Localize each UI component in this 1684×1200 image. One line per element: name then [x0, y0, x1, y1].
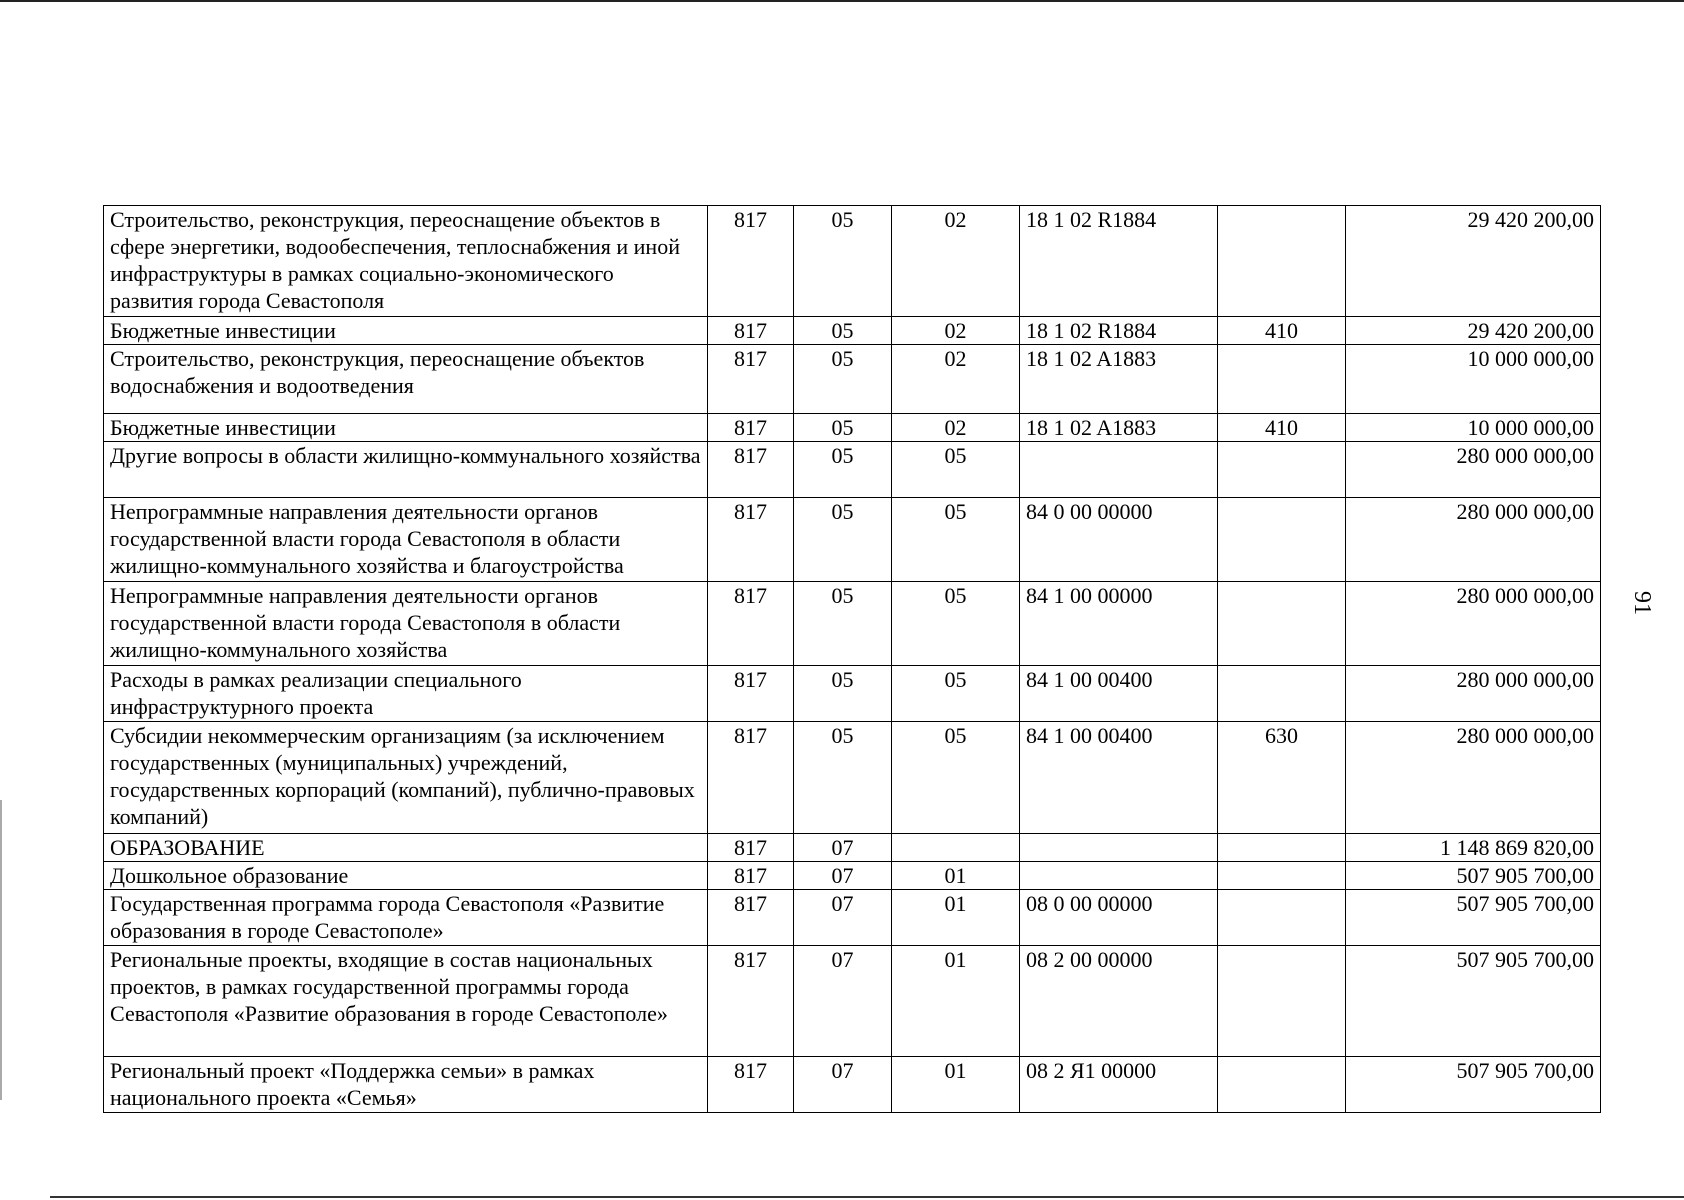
table-row: [104, 1057, 1601, 1113]
row-pr-cell: 02: [892, 206, 1020, 317]
table-row: [104, 582, 1601, 666]
row-pr-cell: 05: [892, 722, 1020, 834]
scan-border-bottom: [50, 1196, 1684, 1198]
row-ved-cell: 817: [708, 414, 794, 442]
row-pr-cell: 05: [892, 442, 1020, 498]
row-pr-cell: [892, 834, 1020, 862]
row-pr-cell: 02: [892, 317, 1020, 345]
row-pr-cell: 02: [892, 414, 1020, 442]
row-rz-cell: 05: [794, 206, 892, 317]
row-ved-cell: 817: [708, 722, 794, 834]
table-row: [104, 414, 1601, 442]
row-ved-cell: 817: [708, 834, 794, 862]
row-vr-cell: [1218, 442, 1346, 498]
row-rz-cell: 07: [794, 834, 892, 862]
row-name-cell: Непрограммные направления деятельности органов государственной власти города Севастополя в области жилищно-коммунального хозяйства: [104, 582, 708, 666]
row-name-cell: Строительство, реконструкция, переоснащение объектов в сфере энергетики, водообеспечения, теплоснабжения и иной инфраструктуры в рамках социально-экономического развития города Севастополя: [104, 206, 708, 317]
table-row: [104, 890, 1601, 946]
row-ved-cell: 817: [708, 498, 794, 582]
row-ved-cell: 817: [708, 862, 794, 890]
row-csr-cell: 84 0 00 00000: [1020, 498, 1218, 582]
row-csr-cell: [1020, 862, 1218, 890]
row-name-cell: Строительство, реконструкция, переоснащение объектов водоснабжения и водоотведения: [104, 345, 708, 414]
row-rz-cell: 07: [794, 862, 892, 890]
row-name-cell: Бюджетные инвестиции: [104, 317, 708, 345]
row-ved-cell: 817: [708, 666, 794, 722]
row-rz-cell: 05: [794, 442, 892, 498]
row-sum-cell: 29 420 200,00: [1346, 206, 1601, 317]
row-csr-cell: 18 1 02 A1883: [1020, 345, 1218, 414]
table-row: [104, 345, 1601, 414]
budget-table: [103, 205, 1601, 1113]
table-row: [104, 317, 1601, 345]
row-vr-cell: [1218, 862, 1346, 890]
row-ved-cell: 817: [708, 317, 794, 345]
table-row: [104, 834, 1601, 862]
table-row: [104, 946, 1601, 1057]
row-pr-cell: 01: [892, 890, 1020, 946]
row-csr-cell: 84 1 00 00000: [1020, 582, 1218, 666]
row-vr-cell: [1218, 206, 1346, 317]
row-vr-cell: [1218, 582, 1346, 666]
row-sum-cell: 280 000 000,00: [1346, 666, 1601, 722]
row-vr-cell: 410: [1218, 317, 1346, 345]
row-vr-cell: [1218, 345, 1346, 414]
row-rz-cell: 07: [794, 1057, 892, 1113]
row-pr-cell: 05: [892, 666, 1020, 722]
row-vr-cell: 410: [1218, 414, 1346, 442]
row-ved-cell: 817: [708, 442, 794, 498]
row-csr-cell: [1020, 442, 1218, 498]
row-ved-cell: 817: [708, 582, 794, 666]
row-ved-cell: 817: [708, 206, 794, 317]
row-csr-cell: 18 1 02 A1883: [1020, 414, 1218, 442]
row-sum-cell: 280 000 000,00: [1346, 582, 1601, 666]
row-name-cell: Дошкольное образование: [104, 862, 708, 890]
row-sum-cell: 507 905 700,00: [1346, 862, 1601, 890]
row-sum-cell: 280 000 000,00: [1346, 498, 1601, 582]
row-csr-cell: 18 1 02 R1884: [1020, 206, 1218, 317]
row-pr-cell: 01: [892, 862, 1020, 890]
row-name-cell: Непрограммные направления деятельности органов государственной власти города Севастополя в области жилищно-коммунального хозяйства и благоустройства: [104, 498, 708, 582]
row-name-cell: Региональный проект «Поддержка семьи» в рамках национального проекта «Семья»: [104, 1057, 708, 1113]
row-csr-cell: 84 1 00 00400: [1020, 722, 1218, 834]
row-pr-cell: 05: [892, 498, 1020, 582]
row-name-cell: Государственная программа города Севастополя «Развитие образования в городе Севастополе»: [104, 890, 708, 946]
table-row: [104, 862, 1601, 890]
row-pr-cell: 02: [892, 345, 1020, 414]
row-sum-cell: 10 000 000,00: [1346, 414, 1601, 442]
scan-border-left: [0, 800, 2, 1100]
row-sum-cell: 29 420 200,00: [1346, 317, 1601, 345]
row-vr-cell: 630: [1218, 722, 1346, 834]
table-row: [104, 722, 1601, 834]
row-csr-cell: 08 0 00 00000: [1020, 890, 1218, 946]
row-sum-cell: 280 000 000,00: [1346, 442, 1601, 498]
row-pr-cell: 01: [892, 1057, 1020, 1113]
table-row: [104, 498, 1601, 582]
row-rz-cell: 05: [794, 498, 892, 582]
row-csr-cell: [1020, 834, 1218, 862]
row-rz-cell: 07: [794, 946, 892, 1057]
row-rz-cell: 05: [794, 722, 892, 834]
row-ved-cell: 817: [708, 946, 794, 1057]
row-vr-cell: [1218, 890, 1346, 946]
row-vr-cell: [1218, 834, 1346, 862]
row-sum-cell: 507 905 700,00: [1346, 890, 1601, 946]
row-ved-cell: 817: [708, 890, 794, 946]
row-rz-cell: 05: [794, 317, 892, 345]
row-sum-cell: 507 905 700,00: [1346, 946, 1601, 1057]
row-vr-cell: [1218, 1057, 1346, 1113]
row-ved-cell: 817: [708, 1057, 794, 1113]
row-csr-cell: 08 2 Я1 00000: [1020, 1057, 1218, 1113]
row-rz-cell: 05: [794, 345, 892, 414]
row-vr-cell: [1218, 666, 1346, 722]
row-ved-cell: 817: [708, 345, 794, 414]
row-name-cell: Субсидии некоммерческим организациям (за исключением государственных (муниципальных) учреждений, государственных корпораций (компаний), публично-правовых компаний): [104, 722, 708, 834]
row-pr-cell: 01: [892, 946, 1020, 1057]
row-name-cell: Региональные проекты, входящие в состав национальных проектов, в рамках государственной программы города Севастополя «Развитие образования в городе Севастополе»: [104, 946, 708, 1057]
row-name-cell: Расходы в рамках реализации специального инфраструктурного проекта: [104, 666, 708, 722]
scan-border-top: [0, 0, 1684, 2]
row-rz-cell: 05: [794, 414, 892, 442]
row-csr-cell: 18 1 02 R1884: [1020, 317, 1218, 345]
row-name-cell: ОБРАЗОВАНИЕ: [104, 834, 708, 862]
row-sum-cell: 1 148 869 820,00: [1346, 834, 1601, 862]
row-sum-cell: 280 000 000,00: [1346, 722, 1601, 834]
row-csr-cell: 84 1 00 00400: [1020, 666, 1218, 722]
row-vr-cell: [1218, 498, 1346, 582]
row-rz-cell: 05: [794, 582, 892, 666]
row-pr-cell: 05: [892, 582, 1020, 666]
row-name-cell: Бюджетные инвестиции: [104, 414, 708, 442]
row-sum-cell: 10 000 000,00: [1346, 345, 1601, 414]
row-vr-cell: [1218, 946, 1346, 1057]
page-number: 91: [1629, 591, 1655, 615]
row-rz-cell: 05: [794, 666, 892, 722]
table-row: [104, 442, 1601, 498]
table-row: [104, 206, 1601, 317]
row-rz-cell: 07: [794, 890, 892, 946]
row-name-cell: Другие вопросы в области жилищно-коммунального хозяйства: [104, 442, 708, 498]
table-row: [104, 666, 1601, 722]
row-csr-cell: 08 2 00 00000: [1020, 946, 1218, 1057]
row-sum-cell: 507 905 700,00: [1346, 1057, 1601, 1113]
